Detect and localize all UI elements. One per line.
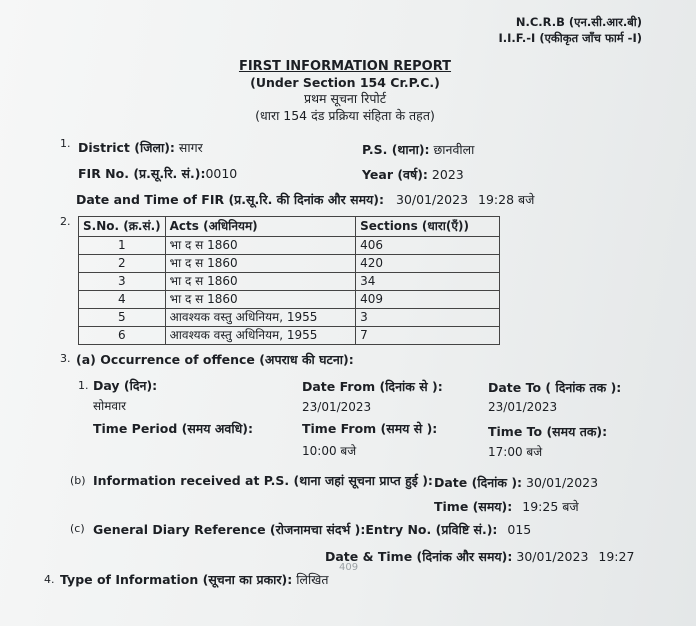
info-type-label: Type of Information (सूचना का प्रकार): [60, 572, 293, 587]
gd-label: General Diary Reference (रोजनामचा संदर्भ ): [93, 522, 366, 537]
time-from-label: Time From (समय से ): [302, 421, 438, 436]
fir-label: FIR No. (प्र.सू.रि. सं.): [78, 166, 206, 181]
info-date-value: 30/01/2023 [526, 475, 599, 490]
cell-section: 3 [356, 309, 500, 327]
subsection-c-number: (c) [70, 522, 85, 535]
cell-sno: 2 [79, 255, 166, 273]
cell-sno: 6 [79, 327, 166, 345]
day-label: Day (दिन): [93, 378, 158, 393]
time-to-label: Time To (समय तक): [488, 424, 608, 439]
iif-line: I.I.F.-I (एकीकृत जाँच फार्म -I) [498, 31, 642, 45]
cell-sno: 1 [79, 237, 166, 255]
district-value: सागर [178, 140, 203, 155]
fir-datetime-label: Date and Time of FIR (प्र.सू.रि. की दिनांक और समय): [76, 192, 385, 207]
cell-sno: 5 [79, 309, 166, 327]
info-received-label: Information received at P.S. (थाना जहां सूचना प्राप्त हुई ): [93, 473, 433, 488]
fir-value: 0010 [205, 166, 238, 181]
gd-date-value: 30/01/2023 [516, 549, 589, 564]
gd-time-value: 19:27 [598, 549, 635, 564]
table-row [79, 273, 500, 291]
time-period-label: Time Period (समय अवधि): [93, 421, 254, 436]
cell-section: 406 [356, 237, 500, 255]
date-to-value: 23/01/2023 [488, 400, 558, 414]
gd-datetime-field [325, 548, 634, 565]
acts-sections-table [78, 216, 500, 345]
day-number: 1. [78, 379, 89, 392]
info-type-value: लिखित [296, 572, 329, 587]
cell-sno: 4 [79, 291, 166, 309]
ncrb-header [498, 14, 642, 46]
ncrb-line: N.C.R.B (एन.सी.आर.बी) [515, 15, 642, 29]
info-time-label: Time (समय): [434, 499, 513, 514]
subsection-b-number: (b) [70, 474, 86, 487]
general-diary-field [93, 521, 531, 538]
occurrence-label: (a) Occurrence of offence (अपराध की घटना): [76, 352, 354, 367]
info-type-field [60, 571, 329, 588]
cell-section: 34 [356, 273, 500, 291]
gd-entry-value: 015 [507, 522, 532, 537]
day-value: सोमवार [93, 399, 127, 413]
table-row [79, 291, 500, 309]
report-subtitle: (Under Section 154 Cr.P.C.) [250, 75, 440, 90]
info-received-date [434, 474, 598, 491]
gd-datetime-label: Date & Time (दिनांक और समय): [325, 549, 513, 564]
section-3-number: 3. [60, 352, 71, 365]
fir-number-field [78, 165, 237, 182]
ps-value: छानवीला [433, 142, 475, 157]
cell-section: 7 [356, 327, 500, 345]
section-1-number: 1. [60, 137, 71, 150]
cell-section: 420 [356, 255, 500, 273]
fir-datetime-field [76, 191, 534, 208]
year-value: 2023 [431, 167, 464, 182]
district-field [78, 139, 203, 156]
cell-act: आवश्यक वस्तु अधिनियम, 1955 [165, 309, 355, 327]
title-block [180, 59, 510, 124]
header-acts: Acts (अधिनियम) [165, 217, 355, 237]
header-sno: S.No. (क्र.सं.) [79, 217, 166, 237]
date-from-value: 23/01/2023 [302, 400, 372, 414]
table-header-row [79, 217, 500, 237]
district-label: District (जिला): [78, 140, 175, 155]
info-date-label: Date (दिनांक ): [434, 475, 523, 490]
info-received-time [434, 498, 579, 515]
cell-act: भा द स 1860 [165, 255, 355, 273]
info-time-value: 19:25 बजे [522, 499, 579, 514]
bleed-through-mark: 409 [339, 562, 359, 573]
report-subtitle-hindi: (धारा 154 दंड प्रक्रिया संहिता के तहत) [255, 108, 435, 123]
cell-act: भा द स 1860 [165, 291, 355, 309]
cell-act: आवश्यक वस्तु अधिनियम, 1955 [165, 327, 355, 345]
year-label: Year (वर्ष): [362, 167, 428, 182]
police-station-field [362, 141, 474, 158]
table-row [79, 309, 500, 327]
section-4-number: 4. [44, 573, 55, 586]
section-2-number: 2. [60, 215, 71, 228]
table-row [79, 327, 500, 345]
time-to-value: 17:00 बजे [488, 445, 543, 459]
report-title: FIRST INFORMATION REPORT [238, 59, 452, 74]
cell-act: भा द स 1860 [165, 237, 355, 255]
fir-time-value: 19:28 बजे [478, 192, 535, 207]
gd-entry-label: Entry No. (प्रविष्टि सं.): [365, 522, 498, 537]
date-from-label: Date From (दिनांक से ): [302, 379, 443, 394]
table-row [79, 255, 500, 273]
year-field [362, 166, 464, 183]
date-to-label: Date To ( दिनांक तक ): [488, 380, 622, 395]
table-row [79, 237, 500, 255]
cell-section: 409 [356, 291, 500, 309]
report-title-hindi: प्रथम सूचना रिपोर्ट [303, 91, 387, 106]
fir-date-value: 30/01/2023 [396, 192, 469, 207]
cell-act: भा द स 1860 [165, 273, 355, 291]
ps-label: P.S. (थाना): [362, 142, 430, 157]
header-sections: Sections (धारा(एँ)) [356, 217, 500, 237]
cell-sno: 3 [79, 273, 166, 291]
time-from-value: 10:00 बजे [302, 444, 357, 458]
